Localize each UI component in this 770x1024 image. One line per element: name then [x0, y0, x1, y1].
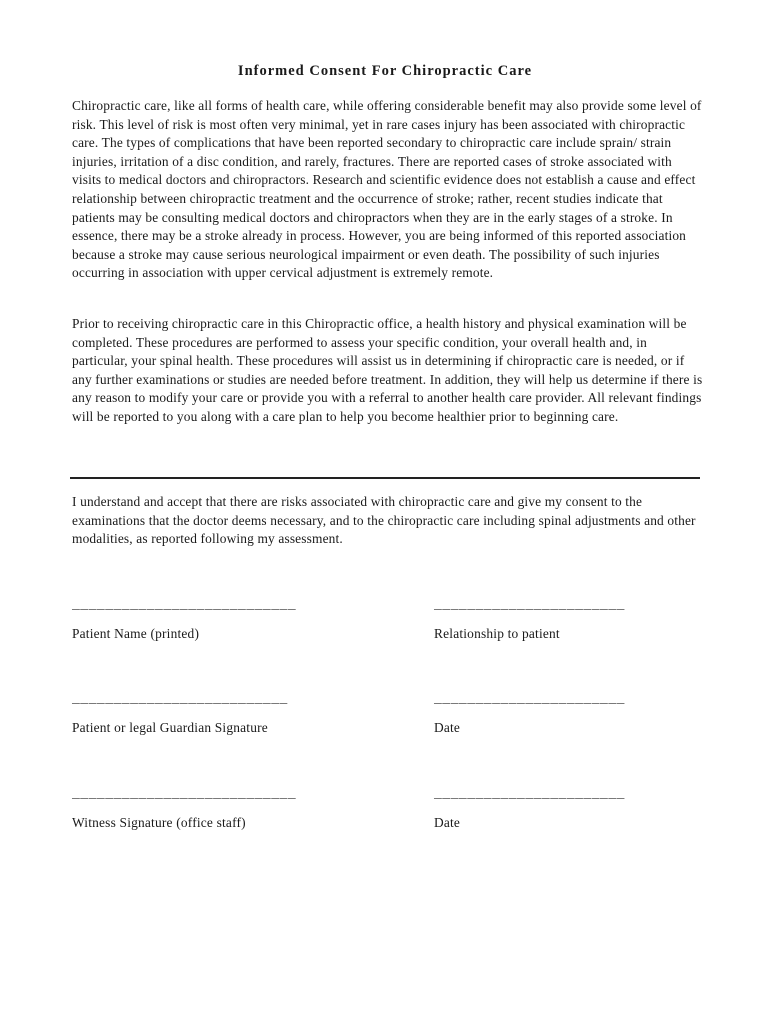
patient-name-label: Patient Name (printed)	[72, 626, 200, 641]
witness-signature-line[interactable]: ___________________________	[72, 786, 297, 801]
date-label-1: Date	[434, 720, 461, 735]
section-divider	[70, 477, 700, 479]
witness-signature-label: Witness Signature (office staff)	[72, 815, 246, 830]
document-title: Informed Consent For Chiropractic Care	[237, 63, 533, 79]
consent-statement: I understand and accept that there are risks associated with chiropractic care and give my consent to the examinations that the doctor deems necessary, and to the chiropractic care including spinal adjustments and other modalities, as reported following my assessment.	[72, 494, 696, 547]
date-line-2[interactable]: _______________________	[434, 786, 625, 801]
patient-name-line[interactable]: ___________________________	[72, 597, 297, 612]
date-label-2: Date	[434, 815, 461, 830]
patient-signature-line[interactable]: __________________________	[72, 691, 288, 706]
relationship-line[interactable]: _______________________	[434, 597, 625, 612]
examination-paragraph: Prior to receiving chiropractic care in this Chiropractic office, a health history and physical examination will be completed. These procedures are performed to assess your specific condition, your overall health and, in particular, your spinal health. These procedures will assist us in determining if chiropractic care is needed, or if any further examinations or studies are needed before treatment. In addition, they will help us determine if there is any reason to modify your care or provide you with a referral to another health care provider. All relevant findings will be reported to you along with a care plan to help you become healthier prior to beginning care.	[72, 316, 703, 424]
relationship-label: Relationship to patient	[434, 626, 560, 641]
risk-paragraph: Chiropractic care, like all forms of health care, while offering considerable benefit may also provide some level of risk. This level of risk is most often very minimal, yet in rare cases injury has been associated with chiropractic care. The types of complications that have been reported secondary to chiropractic care include sprain/ strain injuries, irritation of a disc condition, and rarely, fractures. There are reported cases of stroke associated with visits to medical doctors and chiropractors. Research and scientific evidence does not establish a cause and effect relationship between chiropractic treatment and the occurrence of stroke; rather, recent studies indicate that patients may be consulting medical doctors and chiropractors when they are in the early stages of a stroke. In essence, there may be a stroke already in process. However, you are being informed of this reported association because a stroke may cause serious neurological impairment or even death. The possibility of such injuries occurring in association with upper cervical adjustment is extremely remote.	[72, 98, 702, 281]
patient-signature-label: Patient or legal Guardian Signature	[72, 720, 268, 735]
date-line-1[interactable]: _______________________	[434, 691, 625, 706]
